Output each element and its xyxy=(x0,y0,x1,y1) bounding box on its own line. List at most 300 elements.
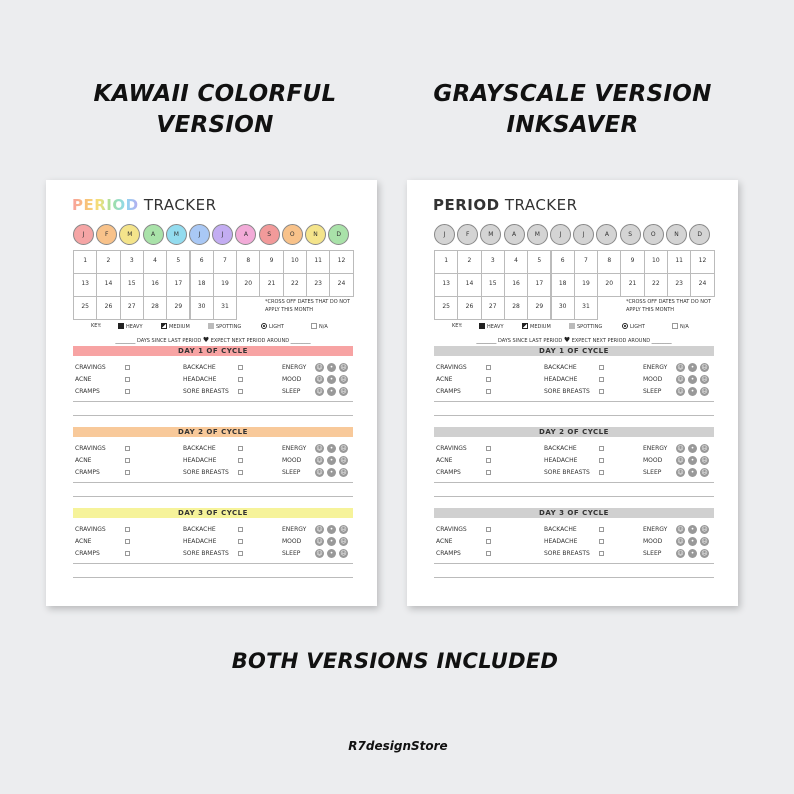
notes-line xyxy=(73,563,353,564)
notes-line xyxy=(73,577,353,578)
calendar-day: 5 xyxy=(166,250,190,274)
rating-label: MOOD xyxy=(643,376,663,383)
neutral-face-icon: • xyxy=(327,363,336,372)
symptom-checkbox xyxy=(599,365,604,370)
calendar-day: 23 xyxy=(667,273,691,297)
flow-key xyxy=(434,323,719,333)
symptom-label: SORE BREASTS xyxy=(544,388,590,395)
symptom-label: CRAVINGS xyxy=(75,526,106,533)
symptom-label: HEADACHE xyxy=(183,457,217,464)
happy-face-icon: ☺ xyxy=(316,376,323,383)
section-header: DAY 2 OF CYCLE xyxy=(434,427,714,437)
heavy-swatch-icon xyxy=(479,323,485,329)
symptom-label: CRAMPS xyxy=(436,469,461,476)
title-rest: TRACKER xyxy=(143,196,217,214)
symptom-checkbox xyxy=(238,446,243,451)
key-label: KEY: xyxy=(452,323,463,329)
rating-label: MOOD xyxy=(282,538,302,545)
month-circles xyxy=(434,224,714,246)
month-circle: O xyxy=(643,224,664,245)
neutral-face-icon: • xyxy=(327,468,336,477)
sad-face-icon: ☹ xyxy=(701,457,708,464)
calendar-day: 30 xyxy=(551,296,575,320)
symptom-label: BACKACHE xyxy=(183,364,216,371)
rating-label: ENERGY xyxy=(282,364,307,371)
symptom-checkbox xyxy=(238,389,243,394)
symptom-row xyxy=(73,457,353,468)
day-calendar-grid xyxy=(434,250,714,319)
symptom-checkbox xyxy=(486,446,491,451)
symptom-row xyxy=(434,445,714,456)
calendar-day: 17 xyxy=(166,273,190,297)
symptom-checkbox xyxy=(486,458,491,463)
rating-label: SLEEP xyxy=(643,550,662,557)
symptom-label: BACKACHE xyxy=(544,526,577,533)
rating-label: MOOD xyxy=(282,376,302,383)
calendar-day: 22 xyxy=(283,273,307,297)
happy-face-icon: ☺ xyxy=(677,526,684,533)
sad-face-icon: ☹ xyxy=(340,445,347,452)
symptom-checkbox xyxy=(599,527,604,532)
notes-line xyxy=(73,496,353,497)
symptom-checkbox xyxy=(238,458,243,463)
calendar-day: 12 xyxy=(329,250,353,274)
calendar-day: 1 xyxy=(73,250,97,274)
calendar-day: 4 xyxy=(504,250,528,274)
neutral-face-icon: • xyxy=(688,468,697,477)
calendar-day: 17 xyxy=(527,273,551,297)
symptom-label: CRAMPS xyxy=(436,550,461,557)
key-item-label: SPOTTING xyxy=(216,324,242,330)
symptom-checkbox xyxy=(486,365,491,370)
neutral-face-icon: • xyxy=(688,363,697,372)
calendar-day: 18 xyxy=(551,273,575,297)
symptom-checkbox xyxy=(599,446,604,451)
symptom-row xyxy=(73,364,353,375)
calendar-note: *CROSS OFF DATES THAT DO NOT APPLY THIS MONTH xyxy=(265,299,350,313)
calendar-note: *CROSS OFF DATES THAT DO NOT APPLY THIS MONTH xyxy=(626,299,711,313)
calendar-day: 24 xyxy=(690,273,714,297)
symptom-row xyxy=(434,526,714,537)
title-bold: PERIOD xyxy=(72,196,139,214)
symptom-checkbox xyxy=(125,389,130,394)
month-circle: A xyxy=(504,224,525,245)
symptom-label: SORE BREASTS xyxy=(183,469,229,476)
month-circle: M xyxy=(119,224,140,245)
symptom-checkbox xyxy=(125,458,130,463)
symptom-row xyxy=(73,376,353,387)
sad-face-icon: ☹ xyxy=(340,526,347,533)
days-since-label: DAYS SINCE LAST PERIOD xyxy=(136,338,202,344)
footer-title: BOTH VERSIONS INCLUDED xyxy=(231,649,559,673)
symptom-label: CRAVINGS xyxy=(436,364,467,371)
calendar-day: 20 xyxy=(597,273,621,297)
symptom-row xyxy=(434,364,714,375)
title-rest: TRACKER xyxy=(504,196,578,214)
notes-line xyxy=(434,482,714,483)
page-title xyxy=(72,196,217,214)
calendar-day: 7 xyxy=(574,250,598,274)
symptom-checkbox xyxy=(125,470,130,475)
calendar-day: 20 xyxy=(236,273,260,297)
calendar-day: 6 xyxy=(551,250,575,274)
calendar-day: 29 xyxy=(166,296,190,320)
symptom-label: ACNE xyxy=(75,457,92,464)
calendar-day: 3 xyxy=(120,250,144,274)
symptom-row xyxy=(73,469,353,480)
sad-face-icon: ☹ xyxy=(340,550,347,557)
calendar-day: 22 xyxy=(644,273,668,297)
calendar-day: 25 xyxy=(434,296,458,320)
symptom-label: BACKACHE xyxy=(544,364,577,371)
brand-name: R7designStore xyxy=(348,739,448,753)
symptom-checkbox xyxy=(486,470,491,475)
symptom-label: ACNE xyxy=(436,457,453,464)
symptom-checkbox xyxy=(125,551,130,556)
rating-label: SLEEP xyxy=(282,388,301,395)
light-swatch-icon xyxy=(622,323,628,329)
calendar-day: 28 xyxy=(504,296,528,320)
happy-face-icon: ☺ xyxy=(316,364,323,371)
key-item-label: LIGHT xyxy=(269,324,284,330)
symptom-row xyxy=(434,550,714,561)
month-circle: M xyxy=(527,224,548,245)
symptom-row xyxy=(73,445,353,456)
calendar-day: 9 xyxy=(259,250,283,274)
sad-face-icon: ☹ xyxy=(340,457,347,464)
symptom-label: CRAVINGS xyxy=(436,445,467,452)
key-item-label: MEDIUM xyxy=(530,324,551,330)
calendar-day: 18 xyxy=(190,273,214,297)
happy-face-icon: ☺ xyxy=(677,469,684,476)
key-item xyxy=(569,323,602,330)
month-circle: M xyxy=(480,224,501,245)
neutral-face-icon: • xyxy=(688,375,697,384)
rating-label: ENERGY xyxy=(643,364,668,371)
key-item-label: MEDIUM xyxy=(169,324,190,330)
symptom-row xyxy=(434,538,714,549)
calendar-day: 21 xyxy=(259,273,283,297)
heading-colorful xyxy=(60,79,370,141)
symptom-label: CRAVINGS xyxy=(75,445,106,452)
month-circle: J xyxy=(434,224,455,245)
calendar-day: 13 xyxy=(434,273,458,297)
calendar-day: 7 xyxy=(213,250,237,274)
section-header: DAY 3 OF CYCLE xyxy=(73,508,353,518)
neutral-face-icon: • xyxy=(327,456,336,465)
key-item xyxy=(261,323,284,330)
title-bold: PERIOD xyxy=(433,196,500,214)
month-circle: J xyxy=(573,224,594,245)
rating-label: ENERGY xyxy=(643,526,668,533)
symptom-checkbox xyxy=(125,539,130,544)
cycle-day-section xyxy=(73,508,353,580)
page-title xyxy=(433,196,578,214)
key-item xyxy=(522,323,551,330)
happy-face-icon: ☺ xyxy=(316,550,323,557)
month-circle: N xyxy=(666,224,687,245)
symptom-label: ACNE xyxy=(436,376,453,383)
rating-label: SLEEP xyxy=(643,469,662,476)
cycle-day-section xyxy=(434,427,714,499)
heading-grayscale-line2: INKSAVER xyxy=(506,112,639,138)
happy-face-icon: ☺ xyxy=(677,364,684,371)
symptom-checkbox xyxy=(599,377,604,382)
key-item-label: HEAVY xyxy=(487,324,504,330)
key-item xyxy=(622,323,645,330)
section-header: DAY 1 OF CYCLE xyxy=(434,346,714,356)
na-swatch-icon xyxy=(672,323,678,329)
month-circle: S xyxy=(620,224,641,245)
happy-face-icon: ☺ xyxy=(677,445,684,452)
sad-face-icon: ☹ xyxy=(340,364,347,371)
symptom-row xyxy=(73,388,353,399)
calendar-day: 14 xyxy=(457,273,481,297)
sad-face-icon: ☹ xyxy=(340,388,347,395)
na-swatch-icon xyxy=(311,323,317,329)
key-item-label: N/A xyxy=(680,324,689,330)
calendar-day: 5 xyxy=(527,250,551,274)
notes-line xyxy=(434,415,714,416)
days-since-label: DAYS SINCE LAST PERIOD xyxy=(497,338,563,344)
month-circle: J xyxy=(189,224,210,245)
light-swatch-icon xyxy=(261,323,267,329)
month-circle: J xyxy=(550,224,571,245)
heading-colorful-line1: KAWAII COLORFUL xyxy=(93,81,337,107)
sad-face-icon: ☹ xyxy=(701,526,708,533)
symptom-label: SORE BREASTS xyxy=(183,550,229,557)
notes-line xyxy=(434,496,714,497)
spotting-swatch-icon xyxy=(208,323,214,329)
rating-label: ENERGY xyxy=(643,445,668,452)
symptom-checkbox xyxy=(125,527,130,532)
symptom-row xyxy=(434,376,714,387)
calendar-day: 21 xyxy=(620,273,644,297)
happy-face-icon: ☺ xyxy=(677,457,684,464)
month-circle: N xyxy=(305,224,326,245)
symptom-label: CRAMPS xyxy=(436,388,461,395)
section-header: DAY 1 OF CYCLE xyxy=(73,346,353,356)
section-header: DAY 3 OF CYCLE xyxy=(434,508,714,518)
notes-line xyxy=(434,577,714,578)
medium-swatch-icon xyxy=(161,323,167,329)
symptom-checkbox xyxy=(238,539,243,544)
rating-label: MOOD xyxy=(282,457,302,464)
month-circle: O xyxy=(282,224,303,245)
calendar-day: 6 xyxy=(190,250,214,274)
cycle-day-section xyxy=(73,346,353,418)
heading-colorful-line2: VERSION xyxy=(156,112,274,138)
calendar-day: 4 xyxy=(143,250,167,274)
neutral-face-icon: • xyxy=(327,525,336,534)
symptom-label: CRAMPS xyxy=(75,469,100,476)
key-item xyxy=(479,323,504,330)
symptom-checkbox xyxy=(238,527,243,532)
neutral-face-icon: • xyxy=(327,444,336,453)
cycle-day-section xyxy=(73,427,353,499)
symptom-row xyxy=(434,457,714,468)
sad-face-icon: ☹ xyxy=(701,388,708,395)
symptom-checkbox xyxy=(599,551,604,556)
heavy-swatch-icon xyxy=(118,323,124,329)
neutral-face-icon: • xyxy=(327,387,336,396)
rating-label: SLEEP xyxy=(282,469,301,476)
symptom-checkbox xyxy=(125,446,130,451)
sad-face-icon: ☹ xyxy=(340,469,347,476)
expect-next-label: EXPECT NEXT PERIOD AROUND xyxy=(210,338,290,344)
heading-grayscale xyxy=(415,79,730,141)
calendar-day: 10 xyxy=(644,250,668,274)
symptom-row xyxy=(434,469,714,480)
key-item-label: N/A xyxy=(319,324,328,330)
symptom-label: BACKACHE xyxy=(183,445,216,452)
key-item-label: SPOTTING xyxy=(577,324,603,330)
neutral-face-icon: • xyxy=(688,549,697,558)
month-circle: A xyxy=(235,224,256,245)
key-item xyxy=(672,323,689,330)
sad-face-icon: ☹ xyxy=(701,469,708,476)
rating-label: MOOD xyxy=(643,538,663,545)
calendar-day: 2 xyxy=(96,250,120,274)
neutral-face-icon: • xyxy=(688,537,697,546)
neutral-face-icon: • xyxy=(327,549,336,558)
month-circle: D xyxy=(328,224,349,245)
symptom-label: HEADACHE xyxy=(183,376,217,383)
symptom-checkbox xyxy=(238,365,243,370)
symptom-checkbox xyxy=(599,539,604,544)
rating-label: ENERGY xyxy=(282,445,307,452)
notes-line xyxy=(73,401,353,402)
heart-icon: ♥ xyxy=(202,336,210,344)
calendar-day: 25 xyxy=(73,296,97,320)
calendar-day: 29 xyxy=(527,296,551,320)
neutral-face-icon: • xyxy=(688,525,697,534)
calendar-day: 31 xyxy=(213,296,237,320)
key-label: KEY: xyxy=(91,323,102,329)
calendar-day: 23 xyxy=(306,273,330,297)
happy-face-icon: ☺ xyxy=(677,388,684,395)
sad-face-icon: ☹ xyxy=(340,538,347,545)
calendar-day: 10 xyxy=(283,250,307,274)
month-circle: F xyxy=(96,224,117,245)
notes-line xyxy=(73,415,353,416)
month-circle: A xyxy=(596,224,617,245)
key-item-label: HEAVY xyxy=(126,324,143,330)
days-since-line: ________ DAYS SINCE LAST PERIOD ♥ EXPECT NEXT PERIOD AROUND ________ xyxy=(476,336,672,344)
rating-label: SLEEP xyxy=(282,550,301,557)
calendar-day: 2 xyxy=(457,250,481,274)
calendar-day: 26 xyxy=(457,296,481,320)
sad-face-icon: ☹ xyxy=(701,445,708,452)
symptom-row xyxy=(434,388,714,399)
day-calendar-grid xyxy=(73,250,353,319)
symptom-label: SORE BREASTS xyxy=(183,388,229,395)
symptom-label: HEADACHE xyxy=(183,538,217,545)
symptom-label: ACNE xyxy=(75,538,92,545)
sad-face-icon: ☹ xyxy=(701,538,708,545)
calendar-day: 13 xyxy=(73,273,97,297)
neutral-face-icon: • xyxy=(688,444,697,453)
calendar-day: 11 xyxy=(306,250,330,274)
key-item xyxy=(208,323,241,330)
month-circle: S xyxy=(259,224,280,245)
neutral-face-icon: • xyxy=(688,387,697,396)
happy-face-icon: ☺ xyxy=(316,469,323,476)
symptom-checkbox xyxy=(125,377,130,382)
calendar-day: 26 xyxy=(96,296,120,320)
heart-icon: ♥ xyxy=(563,336,571,344)
month-circles xyxy=(73,224,353,246)
symptom-checkbox xyxy=(486,551,491,556)
calendar-day: 15 xyxy=(120,273,144,297)
rating-label: ENERGY xyxy=(282,526,307,533)
section-header: DAY 2 OF CYCLE xyxy=(73,427,353,437)
expect-next-label: EXPECT NEXT PERIOD AROUND xyxy=(571,338,651,344)
rating-label: SLEEP xyxy=(643,388,662,395)
happy-face-icon: ☺ xyxy=(316,538,323,545)
calendar-day: 12 xyxy=(690,250,714,274)
calendar-day: 3 xyxy=(481,250,505,274)
calendar-day: 30 xyxy=(190,296,214,320)
cycle-day-section xyxy=(434,346,714,418)
symptom-checkbox xyxy=(599,470,604,475)
symptom-checkbox xyxy=(486,389,491,394)
symptom-label: HEADACHE xyxy=(544,538,578,545)
calendar-day: 15 xyxy=(481,273,505,297)
notes-line xyxy=(434,401,714,402)
month-circle: J xyxy=(73,224,94,245)
colorful-sheet xyxy=(46,180,377,606)
symptom-label: ACNE xyxy=(75,376,92,383)
symptom-label: ACNE xyxy=(436,538,453,545)
symptom-label: CRAMPS xyxy=(75,550,100,557)
calendar-day: 27 xyxy=(120,296,144,320)
grayscale-sheet xyxy=(407,180,738,606)
month-circle: F xyxy=(457,224,478,245)
calendar-day: 11 xyxy=(667,250,691,274)
neutral-face-icon: • xyxy=(688,456,697,465)
symptom-label: SORE BREASTS xyxy=(544,550,590,557)
symptom-checkbox xyxy=(238,470,243,475)
cycle-day-section xyxy=(434,508,714,580)
calendar-day: 31 xyxy=(574,296,598,320)
key-item xyxy=(161,323,190,330)
calendar-day: 9 xyxy=(620,250,644,274)
medium-swatch-icon xyxy=(522,323,528,329)
calendar-day: 8 xyxy=(236,250,260,274)
notes-line xyxy=(434,563,714,564)
symptom-label: CRAVINGS xyxy=(75,364,106,371)
calendar-day: 16 xyxy=(504,273,528,297)
symptom-checkbox xyxy=(238,377,243,382)
calendar-day: 1 xyxy=(434,250,458,274)
notes-line xyxy=(73,482,353,483)
symptom-label: HEADACHE xyxy=(544,457,578,464)
month-circle: D xyxy=(689,224,710,245)
neutral-face-icon: • xyxy=(327,537,336,546)
calendar-day: 27 xyxy=(481,296,505,320)
calendar-day: 14 xyxy=(96,273,120,297)
symptom-row xyxy=(73,550,353,561)
sad-face-icon: ☹ xyxy=(340,376,347,383)
calendar-day: 8 xyxy=(597,250,621,274)
symptom-row xyxy=(73,538,353,549)
happy-face-icon: ☺ xyxy=(316,457,323,464)
month-circle: J xyxy=(212,224,233,245)
happy-face-icon: ☺ xyxy=(677,376,684,383)
key-item-label: LIGHT xyxy=(630,324,645,330)
symptom-checkbox xyxy=(599,458,604,463)
